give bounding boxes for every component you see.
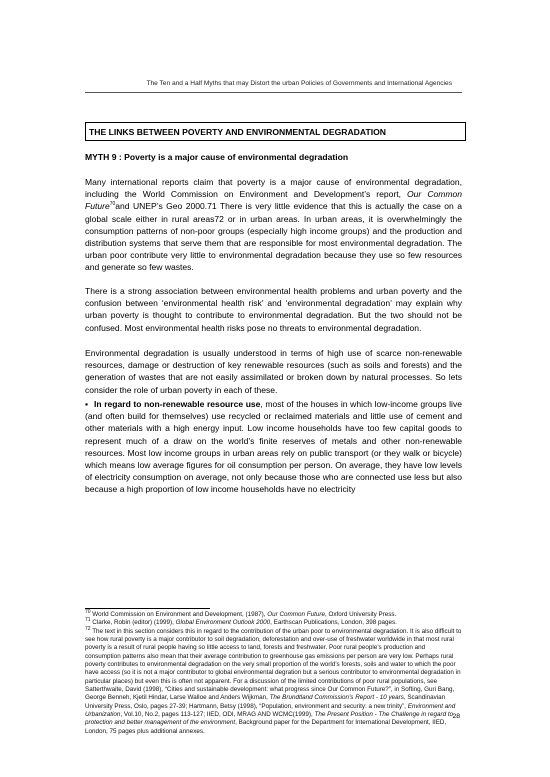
footnote-ref-71[interactable]: 71 <box>207 201 217 212</box>
footnote-ref-72[interactable]: 72 <box>214 213 224 224</box>
running-header: The Ten and a Half Myths that may Distort the urban Policies of Governments and International Agencies <box>146 80 452 87</box>
myth-heading: MYTH 9 : Poverty is a major cause of environmental degradation <box>85 152 349 162</box>
bullet-paragraph: ▪ In regard to non-renewable resource use, most of the houses in which low-income groups live (and often build for themselves) use recycled or reclaimed materials and little use of cement and other materials with a high energy input. Low income households have too few capital goods to represent much of a draw on the world’s finite reserves of metals and other non-renewable resources. Most low income groups in urban areas rely on public transport (or they walk or bicycle) which means low average figures for oil consumption per person. On average, they have low levels of electricity consumption on average, not only because those who are connected use less but also because a high proportion of low income households have no electricity <box>85 399 462 495</box>
section-title: THE LINKS BETWEEN POVERTY AND ENVIRONMENTAL DEGRADATION <box>85 122 466 141</box>
report-title: Our Common Future <box>85 189 462 212</box>
bullet-lead: In regard to non-renewable resource use <box>94 399 261 409</box>
footnote-ref-70[interactable]: 70 <box>109 201 116 208</box>
footnote-72: $^{72}$ The text in this section considers this in regard to the contribution of the urban poor to environmental degradation. It is also difficult to see how rural poverty is a major contributor to soil degradation, deforestation and over-use of freshwater worldwide in that most rural poverty is a result of rural people having so little access to land, forests and freshwater. Poor rural people’s production and consumption patterns also mean that their average contribution to greenhouse gas emissions per person are very low. Perhaps rural poverty contributes to environmental degradation on the very small proportion of the world’s forests, soils and water to which the poor have access (so it is not a major contributor to global environmental degration but a serious contributor to environmental degradation in particular places) but even this is often not apparent. For a discussion of the limited contributions of poor rural populations, see Satterthwaite, David (1998), “Cities and sustainable development: what progress since Our Common Future?”, in Softing, Guri Bang, George Benneh, Kjetil Hindar, Larse Walloe and Anders Wijkman, The Brundtland Commission’s Report - 10 years, Scandinavian University Press, Oslo, pages 27-39; Hartmann, Betsy (1998), “Population, environment and security: a new trinity”, Environment and Urbanization, Vol.10, No.2, pages 113-127; IIED, ODI, MRAG AND WCMC(1999), The Present Position - The Challenge in regard to protection and better management of the environment, Background paper for the Department for International Development, IIED, London, 75 pages plus additional annexes. <box>85 625 462 735</box>
footnote-70: $^{70}$ World Commission on Environment and Development, (1987), Our Common Future, Oxford University Press. <box>85 608 397 618</box>
footnote-separator <box>85 608 210 609</box>
bullet-icon: ▪ <box>85 399 89 409</box>
footnote-71: $^{71}$ Clarke, Robin (editor) (1999), Global Environment Outlook 2000, Earthscan Publications, London, 398 pages. <box>85 617 397 627</box>
footnotes <box>85 608 462 736</box>
header-rule <box>85 92 462 93</box>
paragraph-3: Environmental degradation is usually understood in terms of high use of scarce non-renewable resources, damage or destruction of key renewable resources (such as soils and forests) and the generation of wastes that are not easily assimilated or broken down by natural processes. So lets consider the role of urban poverty in each of these. <box>85 348 462 395</box>
paragraph-1: Many international reports claim that poverty is a major cause of environmental degradation, including the World Commission on Environment and Development’s report, Our Common Future$^{70}$and UNEP’s Geo 2000.71 There is very little evidence that this is actually the case on a global scale either in rural areas72 or in urban areas. In urban areas, it is overwhelmingly the consumption patterns of non-poor groups (especially high income groups) and the production and distribution systems that serve them that are responsible for most environmental degradation. The urban poor contribute very little to environmental degradation because they use so few resources and generate so few wastes. <box>85 177 462 273</box>
paragraph-2: There is a strong association between environmental health problems and urban poverty and the confusion between ‘environmental health risk’ and ‘environmental degradation’ may explain why urban poverty is thought to contribute to environmental degradation. But the two should not be confused. Most environmental health risks pose no threats to environmental degradation. <box>85 286 462 333</box>
page-number: 28 <box>452 713 460 720</box>
